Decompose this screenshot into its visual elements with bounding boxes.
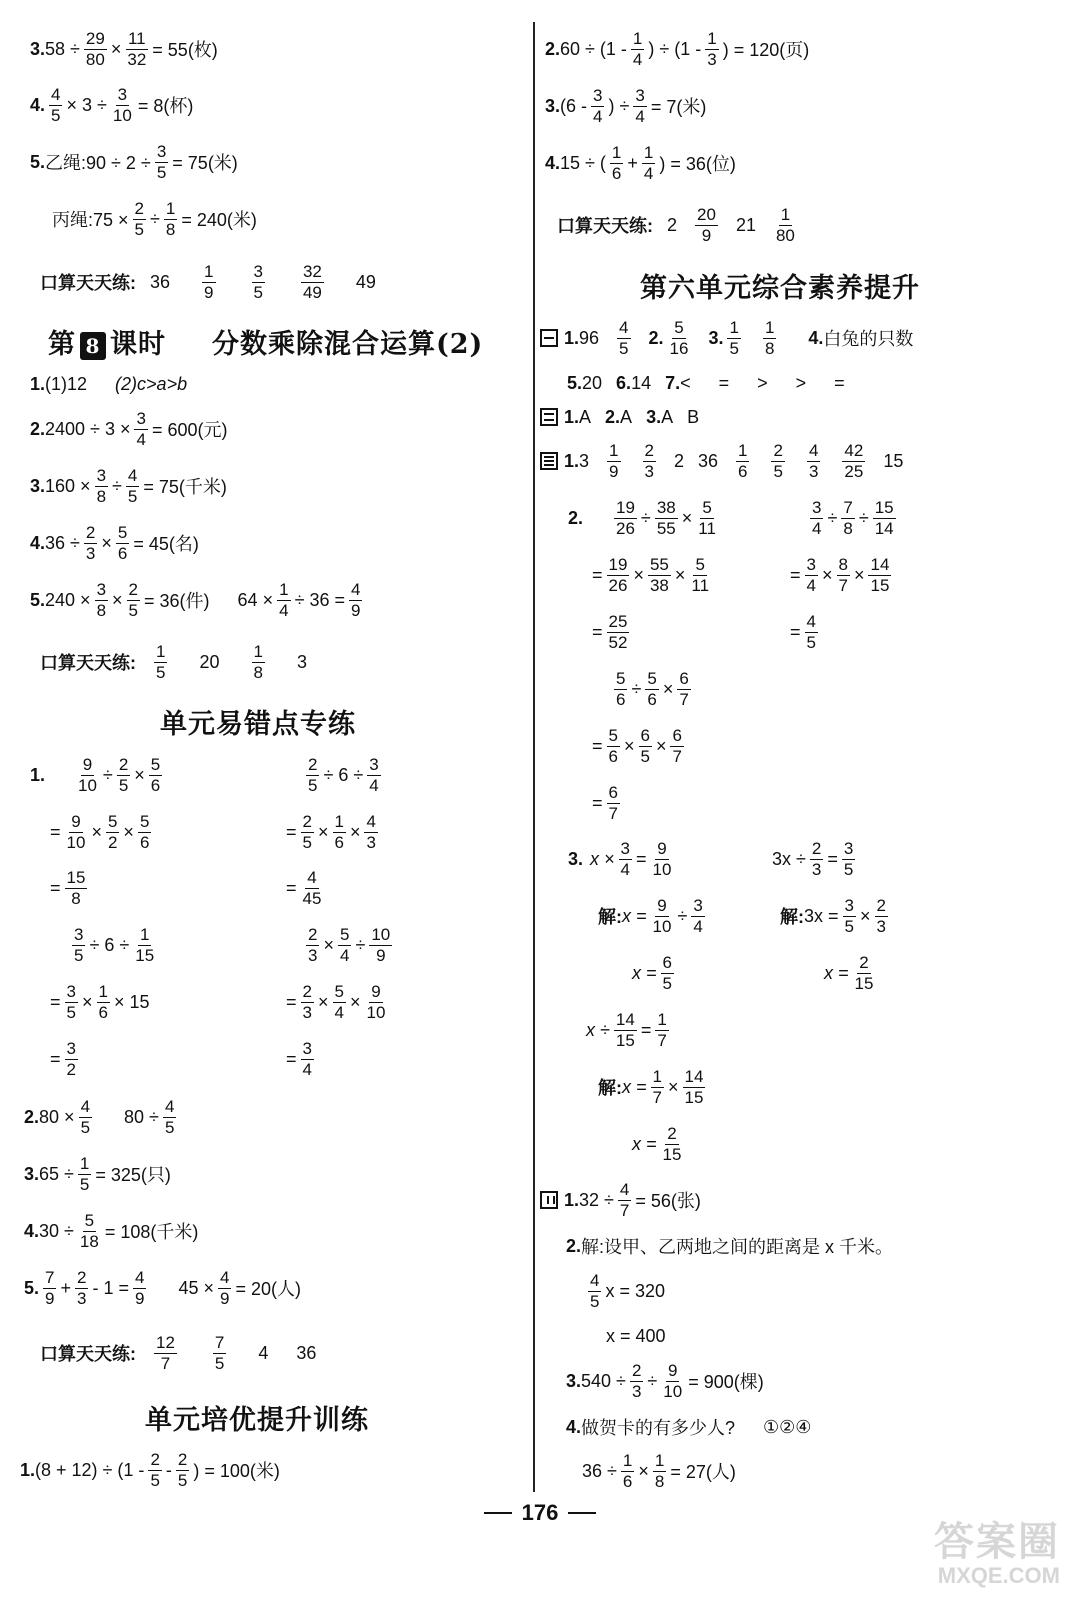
fraction: $\frac{3}{5}$ [74, 924, 84, 965]
answer-line: 1. (8 + 12) ÷ (1 - $\frac{2}{5}$ - $\frac{2}{5}$ ) = 100(米) [20, 1449, 280, 1490]
calc-step: = $\frac{2}{3}$ × $\frac{5}{4}$ × $\frac{9}{10}$ [286, 981, 386, 1022]
answer-line: 4. 30 ÷ $\frac{5}{18}$ = 108(千米) [24, 1210, 199, 1251]
answer-line: 3. 160 × $\frac{3}{8}$ ÷ $\frac{4}{5}$ = 75(千米) [30, 465, 227, 506]
fraction: $\frac{9}{10}$ [78, 754, 97, 795]
answer-line: 4. 15 ÷ ( $\frac{1}{6}$ + $\frac{1}{4}$ ) = 36(位) [545, 142, 736, 183]
answer-line: 2. 2400 ÷ 3 × $\frac{3}{4}$ = 600(元) [30, 408, 228, 449]
fraction: $\frac{6}{7}$ [672, 725, 682, 766]
fraction: $\frac{4}{7}$ [619, 1179, 630, 1220]
fraction: $\frac{20}{9}$ [697, 204, 716, 245]
fraction: $\frac{5}{11}$ [698, 497, 716, 538]
fraction: $\frac{5}{18}$ [79, 1210, 99, 1251]
fraction: $\frac{42}{25}$ [844, 440, 864, 481]
calc-step: $\frac{3}{4}$ ÷ $\frac{7}{8}$ ÷ $\frac{15}{14}$ [812, 497, 894, 538]
lesson-number-badge: 8 [80, 332, 106, 360]
fraction: $\frac{55}{38}$ [649, 554, 669, 595]
answer-line: 2. 解:设甲、乙两地之间的距离是 x 千米。 [566, 1235, 894, 1257]
calc-step: $\frac{2}{5}$ ÷ 6 ÷ $\frac{3}{4}$ [308, 754, 379, 795]
fraction: $\frac{6}{7}$ [608, 782, 618, 823]
page-number: 176 [521, 1500, 559, 1525]
calc-step: 2. $\frac{19}{26}$ ÷ $\frac{38}{55}$ × $\frac{5}{11}$ [568, 497, 716, 538]
calc-step: = $\frac{6}{7}$ [592, 782, 618, 823]
oral-practice-line: 口算天天练: $\frac{12}{7}$ $\frac{7}{5}$ 4 36 [40, 1332, 317, 1373]
equation-step: x = $\frac{2}{15}$ [824, 952, 874, 993]
fraction: $\frac{1}{9}$ [204, 261, 214, 302]
fraction: $\frac{6}{7}$ [679, 668, 689, 709]
fraction: $\frac{3}{4}$ [693, 895, 703, 936]
fraction: $\frac{4}{45}$ [302, 867, 322, 908]
fraction: $\frac{2}{5}$ [308, 754, 318, 795]
fraction: $\frac{9}{10}$ [66, 811, 86, 852]
fraction: $\frac{32}{49}$ [302, 261, 322, 302]
fraction: $\frac{9}{10}$ [652, 838, 672, 879]
fraction: $\frac{3}{2}$ [66, 1038, 76, 1079]
fraction: $\frac{3}{5}$ [844, 895, 854, 936]
page-footer [450, 1500, 630, 1526]
fraction: $\frac{5}{6}$ [117, 522, 128, 563]
equation-step: 解: 3x = $\frac{3}{5}$ × $\frac{2}{3}$ [780, 895, 886, 936]
fraction: $\frac{1}{8}$ [253, 641, 263, 682]
calc-step: $\frac{2}{3}$ × $\frac{5}{4}$ ÷ $\frac{10}{9}$ [308, 924, 391, 965]
fraction: $\frac{7}{5}$ [214, 1332, 225, 1373]
fraction: $\frac{2}{5}$ [150, 1449, 160, 1490]
answer-line: 1. 32 ÷ $\frac{4}{7}$ = 56(张) [540, 1173, 701, 1227]
fraction: $\frac{6}{5}$ [640, 725, 650, 766]
fraction: $\frac{15}{8}$ [66, 867, 86, 908]
fraction: $\frac{7}{8}$ [843, 497, 853, 538]
answer-line: 1. 3 $\frac{1}{9}$ $\frac{2}{3}$ 2 36 $\frac{1}{6}$ $\frac{2}{5}$ $\frac{4}{3}$ $\frac{42}{25}$ 15 [540, 434, 903, 488]
fraction: $\frac{1}{4}$ [279, 579, 289, 620]
fraction: $\frac{2}{3}$ [308, 924, 318, 965]
calc-step: $\frac{5}{6}$ ÷ $\frac{5}{6}$ × $\frac{6}{7}$ [616, 668, 689, 709]
calc-step: = $\frac{25}{52}$ [592, 611, 628, 652]
fraction: $\frac{4}{9}$ [350, 579, 361, 620]
calc-step: = $\frac{4}{5}$ [790, 611, 816, 652]
fraction: $\frac{14}{15}$ [870, 554, 890, 595]
oral-practice-line: 口算天天练: $\frac{1}{5}$ 20 $\frac{1}{8}$ 3 [40, 641, 307, 682]
fraction: $\frac{1}{5}$ [79, 1153, 90, 1194]
answer-line: 5. 20 6. 14 7. < = > > = [567, 372, 845, 393]
fraction: $\frac{2}{15}$ [662, 1123, 682, 1164]
equation-step: 解: x = $\frac{9}{10}$ ÷ $\frac{3}{4}$ [598, 895, 703, 936]
answer-line: 1. 96 $\frac{4}{5}$ 2. $\frac{5}{16}$ 3. $\frac{1}{5}$ $\frac{1}{8}$ 4. 白兔的只数 [540, 311, 913, 365]
calc-step: = $\frac{2}{5}$ × $\frac{1}{6}$ × $\frac{4}{3}$ [286, 811, 376, 852]
fraction: $\frac{12}{7}$ [156, 1332, 175, 1373]
answer-line: 4. $\frac{4}{5}$ × 3 ÷ $\frac{3}{10}$ = 8(杯) [30, 84, 194, 125]
fraction: $\frac{3}{4}$ [635, 85, 645, 126]
equation-step: 3. x × $\frac{3}{4}$ = $\frac{9}{10}$ [568, 838, 672, 879]
fraction: $\frac{4}{5}$ [590, 1270, 600, 1311]
answer-line: 3. 65 ÷ $\frac{1}{5}$ = 325(只) [24, 1153, 171, 1194]
fraction: $\frac{4}{5}$ [80, 1096, 91, 1137]
fraction: $\frac{2}{3}$ [811, 838, 822, 879]
fraction: $\frac{1}{4}$ [643, 142, 654, 183]
oral-practice-line: 口算天天练: 2 $\frac{20}{9}$ 21 $\frac{1}{80}$ [557, 204, 795, 245]
fraction: $\frac{11}{32}$ [127, 28, 147, 69]
fraction: $\frac{2}{3}$ [77, 1267, 87, 1308]
fraction: $\frac{1}{6}$ [98, 981, 108, 1022]
part-one-marker [540, 329, 558, 347]
fraction: $\frac{3}{5}$ [253, 261, 263, 302]
fraction: $\frac{4}{5}$ [806, 611, 816, 652]
fraction: $\frac{4}{5}$ [619, 317, 629, 358]
answer-line: 5. 乙绳:90 ÷ 2 ÷ $\frac{3}{5}$ = 75(米) [30, 141, 238, 182]
fraction: $\frac{2}{3}$ [302, 981, 312, 1022]
fraction: $\frac{2}{5}$ [118, 754, 129, 795]
answer-line: 4. 36 ÷ $\frac{2}{3}$ × $\frac{5}{6}$ = 45(名) [30, 522, 199, 563]
fraction: $\frac{3}{5}$ [156, 141, 167, 182]
fraction: $\frac{9}{10}$ [652, 895, 672, 936]
fraction: $\frac{4}{5}$ [127, 465, 138, 506]
fraction: $\frac{5}{16}$ [669, 317, 689, 358]
fraction: $\frac{9}{10}$ [366, 981, 386, 1022]
answer-line: 3. 540 ÷ $\frac{2}{3}$ ÷ $\frac{9}{10}$ = 900(棵) [566, 1360, 764, 1401]
fraction: $\frac{3}{10}$ [112, 84, 132, 125]
fraction: $\frac{5}{6}$ [150, 754, 161, 795]
fraction: $\frac{3}{4}$ [369, 754, 379, 795]
answer-line: $\frac{4}{5}$ x = 320 [590, 1270, 666, 1311]
fraction: $\frac{2}{3}$ [631, 1360, 642, 1401]
fraction: $\frac{5}{6}$ [647, 668, 657, 709]
fraction: $\frac{5}{6}$ [608, 725, 618, 766]
fraction: $\frac{1}{3}$ [707, 28, 717, 69]
calc-step: = $\frac{9}{10}$ × $\frac{5}{2}$ × $\frac{5}{6}$ [50, 811, 150, 852]
oral-practice-line: 口算天天练: 36 $\frac{1}{9}$ $\frac{3}{5}$ $\frac{32}{49}$ 49 [40, 261, 376, 302]
fraction: $\frac{3}{8}$ [96, 579, 107, 620]
answer-line: 2. 60 ÷ (1 - $\frac{1}{4}$ ) ÷ (1 - $\frac{1}{3}$ ) = 120(页) [545, 28, 810, 69]
section-heading: 第六单元综合素养提升 [640, 273, 920, 304]
watermark-url: MXQE.COM [937, 1563, 1060, 1588]
answer-line: 3. (6 - $\frac{3}{4}$ ) ÷ $\frac{3}{4}$ = 7(米) [545, 85, 707, 126]
fraction: $\frac{5}{11}$ [691, 554, 710, 595]
fraction: $\frac{4}{9}$ [135, 1267, 145, 1308]
part-three-marker [540, 452, 558, 470]
calc-step: = $\frac{3}{4}$ [286, 1038, 312, 1079]
answer-line: 1. A 2. A 3. A B [540, 390, 699, 444]
fraction: $\frac{1}{8}$ [764, 317, 775, 358]
section-heading: 单元易错点专练 [160, 709, 356, 740]
answer-line: 2. 80 × $\frac{4}{5}$ 80 ÷ $\frac{4}{5}$ [24, 1096, 175, 1137]
fraction: $\frac{25}{52}$ [608, 611, 628, 652]
fraction: $\frac{4}{3}$ [366, 811, 376, 852]
fraction: $\frac{3}{8}$ [96, 465, 107, 506]
calc-step: = $\frac{3}{5}$ × $\frac{1}{6}$ × 15 [50, 981, 150, 1022]
fraction: $\frac{3}{5}$ [66, 981, 76, 1022]
fraction: $\frac{6}{5}$ [662, 952, 672, 993]
fraction: $\frac{2}{3}$ [876, 895, 886, 936]
fraction: $\frac{1}{8}$ [654, 1450, 665, 1491]
lesson-heading: 第 8 课时 分数乘除混合运算(2) [48, 329, 484, 360]
fraction: $\frac{2}{5}$ [134, 198, 145, 239]
fraction: $\frac{1}{7}$ [652, 1066, 662, 1107]
part-four-marker [540, 1191, 558, 1209]
fraction: $\frac{8}{7}$ [838, 554, 848, 595]
watermark-logo-text: 答案圈 [934, 1520, 1060, 1564]
calc-step: 1. $\frac{9}{10}$ ÷ $\frac{2}{5}$ × $\frac{5}{6}$ [30, 754, 161, 795]
fraction: $\frac{2}{5}$ [773, 440, 783, 481]
fraction: $\frac{2}{5}$ [128, 579, 139, 620]
footer-dash [568, 1512, 596, 1514]
fraction: $\frac{1}{4}$ [632, 28, 643, 69]
fraction: $\frac{9}{10}$ [663, 1360, 683, 1401]
fraction: $\frac{2}{5}$ [177, 1449, 188, 1490]
fraction: $\frac{5}{4}$ [339, 924, 350, 965]
fraction: $\frac{1}{9}$ [609, 440, 619, 481]
fraction: $\frac{3}{4}$ [620, 838, 630, 879]
footer-dash [484, 1512, 512, 1514]
column-divider [533, 22, 535, 1492]
part-two-marker [540, 408, 558, 426]
equation-step: x = $\frac{2}{15}$ [632, 1123, 682, 1164]
answer-line: 5. $\frac{7}{9}$ + $\frac{2}{3}$ - 1 = $\frac{4}{9}$ 45 × $\frac{4}{9}$ = 20(人) [24, 1267, 302, 1308]
fraction: $\frac{10}{9}$ [371, 924, 391, 965]
calc-step: $\frac{3}{5}$ ÷ 6 ÷ $\frac{1}{15}$ [74, 924, 155, 965]
section-heading: 单元培优提升训练 [145, 1405, 369, 1436]
answer-line: 4. 做贺卡的有多少人? ①②④ [566, 1416, 812, 1438]
calc-step: = $\frac{3}{2}$ [50, 1038, 76, 1079]
fraction: $\frac{19}{26}$ [608, 554, 628, 595]
fraction: $\frac{14}{15}$ [684, 1066, 704, 1107]
answer-line: 36 ÷ $\frac{1}{6}$ × $\frac{1}{8}$ = 27(人) [582, 1450, 736, 1491]
calc-step: = $\frac{4}{45}$ [286, 867, 322, 908]
calc-step: = $\frac{19}{26}$ × $\frac{55}{38}$ × $\frac{5}{11}$ [592, 554, 710, 595]
fraction: $\frac{15}{14}$ [874, 497, 894, 538]
fraction: $\frac{1}{6}$ [622, 1450, 633, 1491]
fraction: $\frac{14}{15}$ [615, 1009, 635, 1050]
fraction: $\frac{2}{15}$ [854, 952, 874, 993]
equation-step: 解: x = $\frac{1}{7}$ × $\frac{14}{15}$ [598, 1066, 704, 1107]
fraction: $\frac{19}{26}$ [616, 497, 635, 538]
fraction: $\frac{5}{6}$ [139, 811, 150, 852]
fraction: $\frac{3}{4}$ [806, 554, 816, 595]
equation-step: x ÷ $\frac{14}{15}$ = $\frac{1}{7}$ [586, 1009, 667, 1050]
answer-line: x = 400 [606, 1325, 666, 1346]
fraction: $\frac{3}{4}$ [136, 408, 146, 449]
fraction: $\frac{1}{5}$ [729, 317, 739, 358]
fraction: $\frac{5}{2}$ [107, 811, 118, 852]
fraction: $\frac{3}{5}$ [843, 838, 854, 879]
fraction: $\frac{29}{80}$ [85, 28, 105, 69]
answer-line: 丙绳:75 × $\frac{2}{5}$ ÷ $\frac{1}{8}$ = 240(米) [52, 198, 257, 239]
fraction: $\frac{1}{5}$ [156, 641, 166, 682]
fraction: $\frac{2}{3}$ [644, 440, 654, 481]
fraction: $\frac{4}{3}$ [808, 440, 819, 481]
fraction: $\frac{1}{8}$ [165, 198, 176, 239]
fraction: $\frac{3}{4}$ [593, 85, 603, 126]
fraction: $\frac{3}{4}$ [302, 1038, 312, 1079]
equation-step: x = $\frac{6}{5}$ [632, 952, 672, 993]
fraction: $\frac{1}{6}$ [611, 142, 622, 183]
fraction: $\frac{3}{4}$ [812, 497, 822, 538]
fraction: $\frac{2}{5}$ [302, 811, 312, 852]
calc-step: = $\frac{15}{8}$ [50, 867, 86, 908]
fraction: $\frac{4}{5}$ [164, 1096, 175, 1137]
fraction: $\frac{4}{9}$ [220, 1267, 230, 1308]
equation-step: 3x ÷ $\frac{2}{3}$ = $\frac{3}{5}$ [772, 838, 854, 879]
calc-step: = $\frac{3}{4}$ × $\frac{8}{7}$ × $\frac{14}{15}$ [790, 554, 890, 595]
calc-step: = $\frac{5}{6}$ × $\frac{6}{5}$ × $\frac{6}{7}$ [592, 725, 682, 766]
fraction: $\frac{5}{4}$ [334, 981, 344, 1022]
site-watermark [870, 1520, 1060, 1592]
fraction: $\frac{2}{3}$ [85, 522, 96, 563]
fraction: $\frac{1}{6}$ [738, 440, 748, 481]
fraction: $\frac{4}{5}$ [51, 84, 61, 125]
answer-line: 5. 240 × $\frac{3}{8}$ × $\frac{2}{5}$ = 36(件) 64 × $\frac{1}{4}$ ÷ 36 = $\frac{4}{9}$ [30, 579, 361, 620]
fraction: $\frac{38}{55}$ [656, 497, 676, 538]
fraction: $\frac{1}{80}$ [775, 204, 795, 245]
fraction: $\frac{5}{6}$ [616, 668, 626, 709]
fraction: $\frac{1}{15}$ [135, 924, 155, 965]
fraction: $\frac{1}{7}$ [657, 1009, 667, 1050]
answer-line: 1. (1)12 (2)c>a>b [30, 373, 188, 394]
fraction: $\frac{7}{9}$ [45, 1267, 55, 1308]
answer-line: 3. 58 ÷ $\frac{29}{80}$ × $\frac{11}{32}$ = 55(枚) [30, 28, 218, 69]
fraction: $\frac{1}{6}$ [334, 811, 344, 852]
